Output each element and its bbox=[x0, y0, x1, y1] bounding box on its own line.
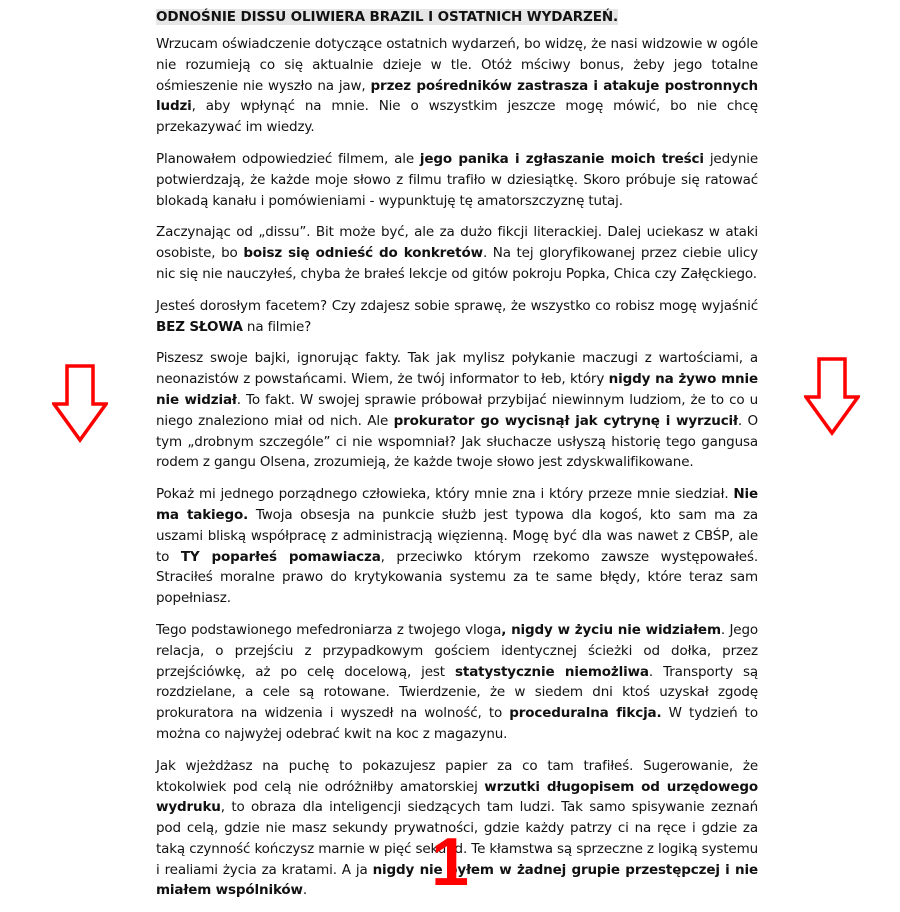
paragraph bbox=[156, 620, 758, 745]
bold-text-run: prokurator go wycisnął jak cytrynę i wyrzucił bbox=[393, 412, 738, 429]
text-run: , to obraza dla inteligencji siedzących tam ludzi. Tak samo spisywanie zeznań pod celą, gdzie nie masz sekundy prywatności, gdzie każdy patrzy ci na ręce i gdzie za taką czynność kończysz marnie w pięć sekund. Te kłamstwa są sprzeczne z logiką systemu i realiami życia za kratami. A ja bbox=[156, 799, 758, 878]
paragraph bbox=[156, 149, 758, 211]
bold-text-run: nigdy na żywo mnie nie widział bbox=[156, 371, 758, 408]
text-run: Planowałem odpowiedzieć filmem, ale bbox=[156, 150, 420, 167]
text-run: . To fakt. W swojej sprawie próbował przybijać niewinnym ludziom, że to co u niego znaleziono miał od nich. Ale bbox=[156, 391, 759, 429]
document-title-text: ODNOŚNIE DISSU OLIWIERA BRAZIL I OSTATNICH WYDARZEŃ. bbox=[156, 9, 619, 25]
bold-text-run: proceduralna fikcja. bbox=[509, 705, 662, 722]
arrow-down-icon bbox=[804, 357, 860, 437]
text-run: na filmie? bbox=[242, 318, 312, 335]
bold-text-run: , nigdy w życiu nie widziałem bbox=[501, 621, 721, 638]
bold-text-run: TY poparłeś pomawiacza bbox=[180, 548, 381, 565]
paragraph bbox=[156, 296, 758, 338]
paragraph bbox=[156, 348, 758, 473]
document-body bbox=[156, 8, 758, 912]
paragraph bbox=[156, 222, 758, 284]
bold-text-run: wrzutki długopisem od urzędowego wydruku bbox=[156, 778, 759, 816]
paragraph bbox=[156, 484, 758, 609]
text-run: Piszesz swoje bajki, ignorując fakty. Tak jak mylisz połykanie maczugi z wartościami, a neonazistów z powstańcami. Wiem, że twój informator to łeb, który bbox=[156, 350, 758, 388]
page-number: 1 bbox=[431, 824, 469, 900]
text-run: . Transporty są rozdzielane, a cele są rotowane. Twierdzenie, że w siedem dni ktoś uzyskał zgodę prokuratora na widzenia i wyszedł na wolność, to bbox=[156, 663, 758, 722]
text-run: , aby wpłynąć na mnie. Nie o wszystkim jeszcze mogę mówić, bo nie chcę przekazywać im wiedzy. bbox=[156, 98, 758, 136]
text-run: Tego podstawionego mefedroniarza z twojego vloga bbox=[156, 621, 502, 638]
text-run: , przeciwko którym rzekomo zawsze występowałeś. Straciłeś moralne prawo do krytykowania systemu za te same błędy, które teraz sam popełniasz. bbox=[156, 548, 758, 607]
text-run: Jesteś dorosłym facetem? Czy zdajesz sobie sprawę, że wszystko co robisz mogę wyjaśnić bbox=[156, 297, 758, 314]
text-run: Jak wjeżdżasz na puchę to pokazujesz papier za co tam trafiłeś. Sugerowanie, że ktokolwiek pod celą nie odróżniłby amatorskiej bbox=[156, 757, 758, 795]
document-title bbox=[156, 8, 758, 26]
bold-text-run: jego panika i zgłaszanie moich treści bbox=[419, 150, 704, 167]
bold-text-run: Nie ma takiego. bbox=[156, 486, 758, 523]
text-run: Zaczynając od „dissu”. Bit może być, ale za dużo fikcji literackiej. Dalej uciekasz w ataki osobiste, bo bbox=[156, 224, 758, 262]
text-run: Twoja obsesja na punkcie służb jest typowa dla kogoś, kto sam ma za uszami bliską współpracę z administracją więzienną. Mogę być dla was nawet z CBŚP, ale to bbox=[156, 506, 759, 565]
text-run: W tydzień to można co najwyżej odebrać kwit na koc z magazynu. bbox=[156, 705, 758, 742]
text-run: Pokaż mi jednego porządnego człowieka, który mnie zna i który przeze mnie siedział. bbox=[156, 486, 734, 503]
text-run: . Jego relacja, o przejściu z przypadkowym gościem identycznej ścieżki od dołka, przez przejściówkę, aż po celę docelową, jest bbox=[156, 621, 758, 680]
text-run: . Na tej gloryfikowanej przez ciebie ulicy nic się nie nauczyłeś, chyba że brałeś lekcje od gitów pokroju Popka, Chica czy Załęckiego. bbox=[156, 245, 758, 282]
bold-text-run: przez pośredników zastrasza i atakuje postronnych ludzi bbox=[156, 77, 758, 115]
text-run: . bbox=[302, 882, 308, 899]
paragraph bbox=[156, 34, 758, 138]
bold-text-run: BEZ SŁOWA bbox=[156, 318, 243, 335]
text-run: Wrzucam oświadczenie dotyczące ostatnich wydarzeń, bo widzę, że nasi widzowie w ogóle nie rozumieją co się aktualnie dzieje w tle. Otóż mściwy bonus, żeby jego totalne ośmieszenie nie wyszło na jaw, bbox=[156, 36, 758, 94]
bold-text-run: nigdy nie byłem w żadnej grupie przestępczej i nie miałem wspólników bbox=[156, 861, 758, 899]
bold-text-run: statystycznie niemożliwa bbox=[455, 663, 649, 680]
text-run: . O tym „drobnym szczególe” ci nie wspomniał? Jak słuchacze usłyszą historię tego gangusa rodem z gangu Olsena, zrozumieją, że każde twoje słowo jest zdyskwalifikowane. bbox=[156, 412, 759, 471]
arrow-down-icon bbox=[52, 364, 108, 444]
text-run: jedynie potwierdzają, że każde moje słowo z filmu trafiło w dziesiątkę. Skoro próbuje się ratować blokadą kanału i pomówieniami - wypunktuję tę amatorszczyznę tutaj. bbox=[156, 150, 758, 209]
paragraph-list bbox=[156, 34, 758, 901]
bold-text-run: boisz się odnieść do konkretów bbox=[243, 245, 483, 262]
